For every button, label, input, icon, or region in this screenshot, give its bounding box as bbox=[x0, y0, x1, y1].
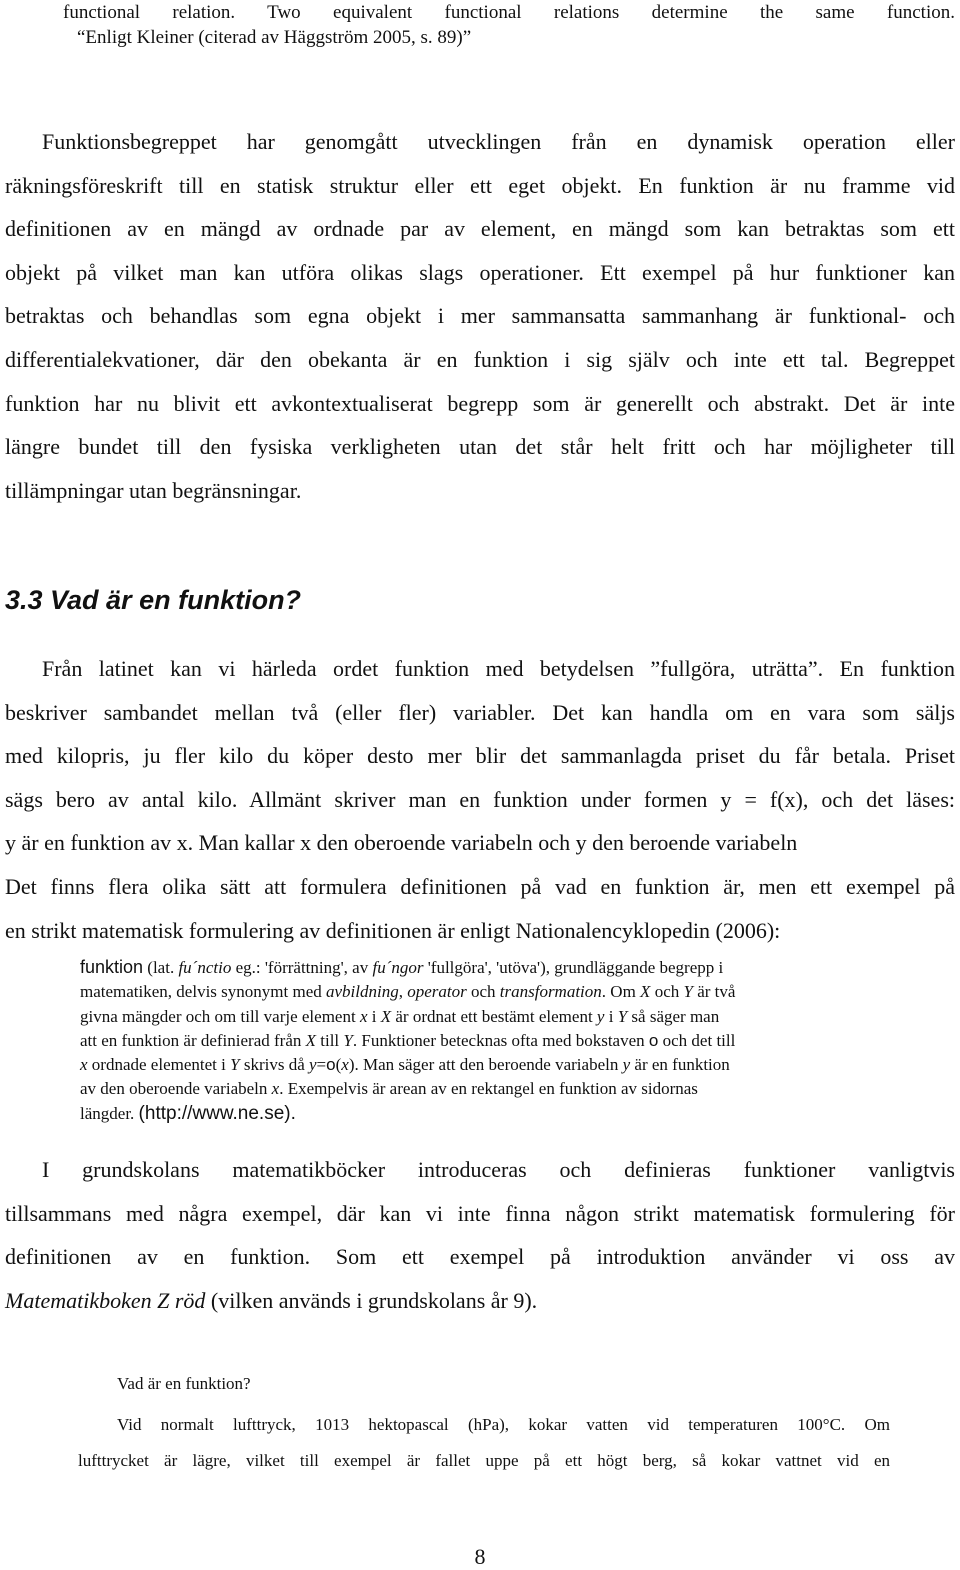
section-heading: 3.3 Vad är en funktion? bbox=[5, 585, 302, 615]
quote-top bbox=[5, 0, 955, 50]
quote-italic: X bbox=[640, 982, 651, 1002]
text-line: räkningsföreskrift till en statisk struktur eller ett eget objekt. En funktion är nu framme vid bbox=[5, 172, 955, 198]
book-title: Matematikboken Z röd bbox=[5, 1287, 206, 1313]
text-line: definitionen av en mängd av ordnade par av element, en mängd som kan betraktas som ett bbox=[5, 216, 955, 242]
quote-text: är två bbox=[692, 982, 736, 1002]
paragraph-2 bbox=[5, 647, 955, 952]
text-line: Från latinet kan vi härleda ordet funktion med betydelsen ”fullgöra, uträtta”. En funktion bbox=[42, 656, 955, 681]
text-line: betraktas och behandlas som egna objekt i mer sammansatta sammanhang är funktional- och bbox=[5, 303, 955, 329]
quote-text: (lat. bbox=[143, 958, 179, 977]
paragraph-3 bbox=[5, 1148, 955, 1322]
quote-italic: Y bbox=[230, 1055, 240, 1075]
quote-line bbox=[80, 1053, 895, 1077]
quote-italic: y bbox=[622, 1055, 631, 1075]
quote-line: functional relation. Two equivalent functional relations determine the same function. bbox=[63, 2, 955, 23]
text-line: med kilopris, ju fler kilo du köper desto mer blir det sammanlagda priset du får betala. Priset bbox=[5, 743, 955, 769]
quote-text: är ordnat ett bestämt element bbox=[391, 1006, 597, 1026]
text-line bbox=[5, 1279, 955, 1323]
quote-italic: y bbox=[309, 1055, 317, 1075]
quote-italic: x bbox=[271, 1079, 280, 1099]
text-line: en strikt matematisk formulering av definitionen är enligt Nationalencyklopedin (2006): bbox=[5, 917, 781, 943]
quote-line bbox=[80, 980, 895, 1004]
quote-text: skrivs då bbox=[239, 1055, 309, 1075]
quote-text: och det till bbox=[658, 1030, 736, 1050]
text-line: tillämpningar utan begränsningar. bbox=[5, 477, 302, 503]
text-line: y är en funktion av x. Man kallar x den oberoende variabeln och y den beroende variabeln bbox=[5, 830, 798, 856]
quote-italic: x bbox=[359, 1006, 368, 1026]
quote-italic: fu´ngor bbox=[372, 958, 424, 977]
quote-citation: “Enligt Kleiner (citerad av Häggström 2005, s. 89)” bbox=[77, 27, 472, 48]
quote-italic: X bbox=[380, 1006, 392, 1026]
excerpt-title: Vad är en funktion? bbox=[117, 1374, 251, 1393]
quote-italic: avbildning bbox=[326, 982, 399, 1002]
quote-text: 'fullgöra', 'utöva'), grundläggande begrepp i bbox=[423, 958, 724, 977]
excerpt-line: Vid normalt lufttryck, 1013 hektopascal (hPa), kokar vatten vid temperaturen 100°C. Om bbox=[117, 1415, 890, 1434]
quote-italic: y bbox=[596, 1006, 605, 1026]
quote-text: . Om bbox=[601, 982, 641, 1002]
quote-italic: fu´nctio bbox=[178, 958, 232, 977]
quote-text: så säger man bbox=[627, 1006, 720, 1026]
quote-symbol: o bbox=[326, 1055, 336, 1075]
quote-italic: Y bbox=[683, 982, 693, 1002]
quote-text: ). Man säger att den beroende variabeln bbox=[348, 1055, 623, 1075]
text-line: längre bundet till den fysiska verkligheten utan det står helt fritt och har möjligheter till bbox=[5, 434, 955, 460]
quote-text: givna mängder och om till varje element bbox=[80, 1006, 360, 1026]
encyclopedia-quote bbox=[80, 955, 895, 1126]
text-line: I grundskolans matematikböcker introduceras och definieras funktioner vanligtvis bbox=[42, 1157, 955, 1182]
quote-text: i bbox=[367, 1006, 381, 1026]
quote-line bbox=[80, 1029, 895, 1053]
headword: funktion bbox=[80, 957, 144, 977]
text-span: (vilken används i grundskolans år 9). bbox=[205, 1287, 538, 1313]
quote-text: att en funktion är definierad från bbox=[80, 1030, 306, 1050]
quote-italic: x bbox=[341, 1055, 349, 1075]
text-line: Funktionsbegreppet har genomgått utvecklingen från en dynamisk operation eller bbox=[42, 129, 955, 154]
quote-text: matematiken, delvis synonymt med bbox=[80, 982, 326, 1002]
quote-italic: transformation bbox=[499, 982, 602, 1002]
text-line: funktion har nu blivit ett avkontextualiserat begrepp som är generellt och abstrakt. Det är inte bbox=[5, 390, 955, 416]
text-line: sägs bero av antal kilo. Allmänt skriver man en funktion under formen y = f(x), och det läses: bbox=[5, 786, 955, 812]
quote-line bbox=[80, 1005, 895, 1029]
book-excerpt bbox=[78, 1371, 890, 1479]
quote-text: av den oberoende variabeln bbox=[80, 1079, 272, 1099]
text-line: definitionen av en funktion. Som ett exempel på introduktion använder vi oss av bbox=[5, 1244, 955, 1270]
quote-text: eg.: 'förrättning', av bbox=[231, 958, 373, 977]
text-line: Det finns flera olika sätt att formulera definitionen på vad en funktion är, men ett exempel på bbox=[5, 873, 955, 899]
quote-line bbox=[80, 1077, 895, 1101]
text-line: differentialekvationer, där den obekanta är en funktion i sig själv och inte ett tal. Begreppet bbox=[5, 346, 955, 372]
quote-text: ( bbox=[335, 1055, 342, 1075]
text-line: tillsammans med några exempel, där kan vi inte finna någon strikt matematisk formulering för bbox=[5, 1200, 955, 1226]
quote-text: är en funktion bbox=[630, 1055, 730, 1075]
quote-italic: operator bbox=[407, 982, 467, 1002]
quote-text: . Exempelvis är arean av en rektangel en funktion av sidornas bbox=[279, 1079, 698, 1099]
quote-italic: x bbox=[80, 1055, 88, 1075]
quote-text: och bbox=[466, 982, 500, 1002]
quote-line bbox=[80, 1102, 895, 1126]
quote-text: , bbox=[398, 982, 408, 1002]
text-line: beskriver sambandet mellan två (eller fler) variabler. Det kan handla om en vara som säljs bbox=[5, 699, 955, 725]
quote-line bbox=[80, 955, 895, 980]
quote-text: i bbox=[604, 1006, 618, 1026]
quote-italic: Y bbox=[617, 1006, 628, 1026]
page-number: 8 bbox=[474, 1544, 486, 1569]
quote-text: till bbox=[316, 1030, 344, 1050]
quote-text: längder. bbox=[80, 1103, 139, 1123]
quote-text: = bbox=[316, 1055, 327, 1075]
quote-text: . Funktioner betecknas ofta med bokstaven bbox=[352, 1030, 649, 1050]
quote-text: och bbox=[650, 982, 684, 1002]
quote-text: ordnade elementet i bbox=[87, 1055, 231, 1075]
excerpt-line: lufttrycket är lägre, vilket till exempel är fallet uppe på ett högt berg, så kokar vattnet vid en bbox=[78, 1451, 890, 1470]
paragraph-1 bbox=[5, 120, 955, 512]
text-line: objekt på vilket man kan utföra olikas slags operationer. Ett exempel på hur funktioner kan bbox=[5, 259, 955, 285]
source-url: (http://www.ne.se). bbox=[138, 1102, 296, 1124]
quote-italic: Y bbox=[343, 1030, 353, 1050]
quote-symbol: o bbox=[648, 1030, 659, 1050]
quote-italic: X bbox=[305, 1030, 317, 1050]
